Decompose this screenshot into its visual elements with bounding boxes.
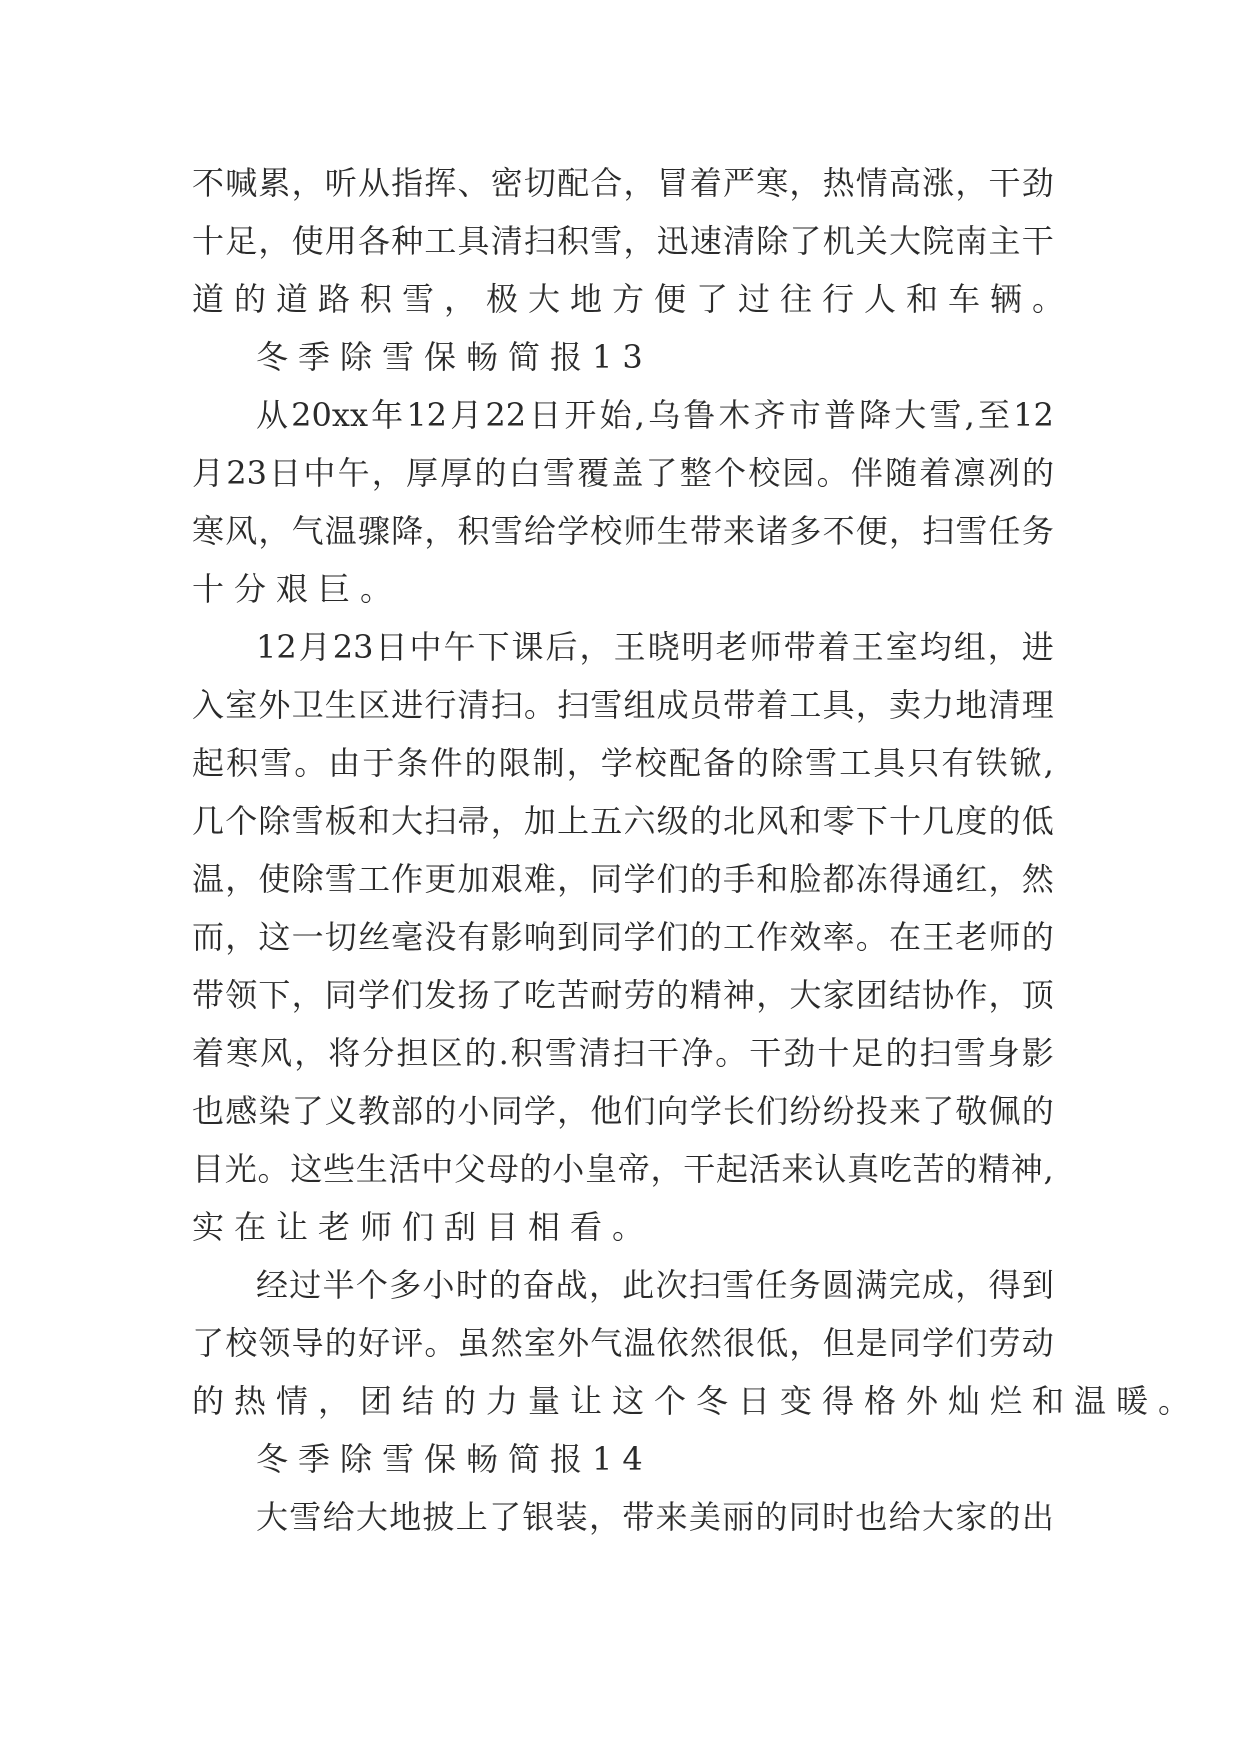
- paragraph: [192, 386, 1054, 618]
- text-line: 不 喊 累 ， 听 从 指 挥 、 密 切 配 合 ， 冒 着 严 寒 ， 热 情 高 涨 ， 干 劲: [192, 164, 1054, 202]
- text-line: 的热情，团结的力量让这个冬日变得格外灿烂和温暖。: [192, 1382, 1201, 1420]
- text-line: 了 校 领 导 的 好 评 。 虽 然 室 外 气 温 依 然 很 低 ， 但 是 同 学 们 劳 动: [192, 1324, 1054, 1362]
- text-line: 着 寒 风 ， 将 分 担 区 的 . 积 雪 清 扫 干 净 。 干 劲 十 足 的 扫 雪 身 影: [192, 1034, 1054, 1072]
- text-line: 十分艰巨。: [192, 570, 403, 608]
- paragraph: [192, 1488, 1054, 1546]
- text-line: 冬季除雪保畅简报13: [256, 338, 653, 376]
- text-line: 温 ， 使 除 雪 工 作 更 加 艰 难 ， 同 学 们 的 手 和 脸 都 冻 得 通 红 ， 然: [192, 860, 1054, 898]
- text-line: 入 室 外 卫 生 区 进 行 清 扫 。 扫 雪 组 成 员 带 着 工 具 ， 卖 力 地 清 理: [192, 686, 1054, 724]
- paragraph: [192, 154, 1075, 328]
- text-line: 十 足 ， 使 用 各 种 工 具 清 扫 积 雪 ， 迅 速 清 除 了 机 关 大 院 南 主 干: [192, 222, 1054, 260]
- text-line: 经 过 半 个 多 小 时 的 奋 战 ， 此 次 扫 雪 任 务 圆 满 完 成 ， 得 到: [256, 1266, 1054, 1304]
- paragraph: [192, 618, 1054, 1256]
- text-line: 也 感 染 了 义 教 部 的 小 同 学 ， 他 们 向 学 长 们 纷 纷 投 来 了 敬 佩 的: [192, 1092, 1054, 1130]
- text-line: 起 积 雪 。 由 于 条 件 的 限 制 ， 学 校 配 备 的 除 雪 工 具 只 有 铁 锨 ,: [192, 744, 1054, 782]
- text-line: 几 个 除 雪 板 和 大 扫 帚 ， 加 上 五 六 级 的 北 风 和 零 下 十 几 度 的 低: [192, 802, 1054, 840]
- text-line: 实在让老师们刮目相看。: [192, 1208, 655, 1246]
- text-line: 道的道路积雪，极大地方便了过往行人和车辆。: [192, 280, 1075, 318]
- text-line: 寒 风 ， 气 温 骤 降 ， 积 雪 给 学 校 师 生 带 来 诸 多 不 便 ， 扫 雪 任 务: [192, 512, 1054, 550]
- section-heading: [192, 328, 1054, 386]
- text-line: 而 ， 这 一 切 丝 毫 没 有 影 响 到 同 学 们 的 工 作 效 率 。 在 王 老 师 的: [192, 918, 1054, 956]
- text-line: 从 20xx 年 12 月 22 日 开 始 , 乌 鲁 木 齐 市 普 降 大 雪 , 至 12: [256, 396, 1054, 434]
- text-line: 12 月 23 日 中 午 下 课 后 ， 王 晓 明 老 师 带 着 王 室 均 组 ， 进: [256, 628, 1054, 666]
- section-heading: [192, 1430, 1054, 1488]
- document-body: [192, 154, 1201, 1546]
- text-line: 大 雪 给 大 地 披 上 了 银 装 ， 带 来 美 丽 的 同 时 也 给 大 家 的 出: [256, 1498, 1054, 1536]
- text-line: 月 23 日 中 午 ， 厚 厚 的 白 雪 覆 盖 了 整 个 校 园 。 伴 随 着 凛 冽 的: [192, 454, 1054, 492]
- text-line: 带 领 下 ， 同 学 们 发 扬 了 吃 苦 耐 劳 的 精 神 ， 大 家 团 结 协 作 ， 顶: [192, 976, 1054, 1014]
- paragraph: [192, 1256, 1201, 1430]
- text-line: 目 光 。 这 些 生 活 中 父 母 的 小 皇 帝 ， 干 起 活 来 认 真 吃 苦 的 精 神 ,: [192, 1150, 1054, 1188]
- text-line: 冬季除雪保畅简报14: [256, 1440, 653, 1478]
